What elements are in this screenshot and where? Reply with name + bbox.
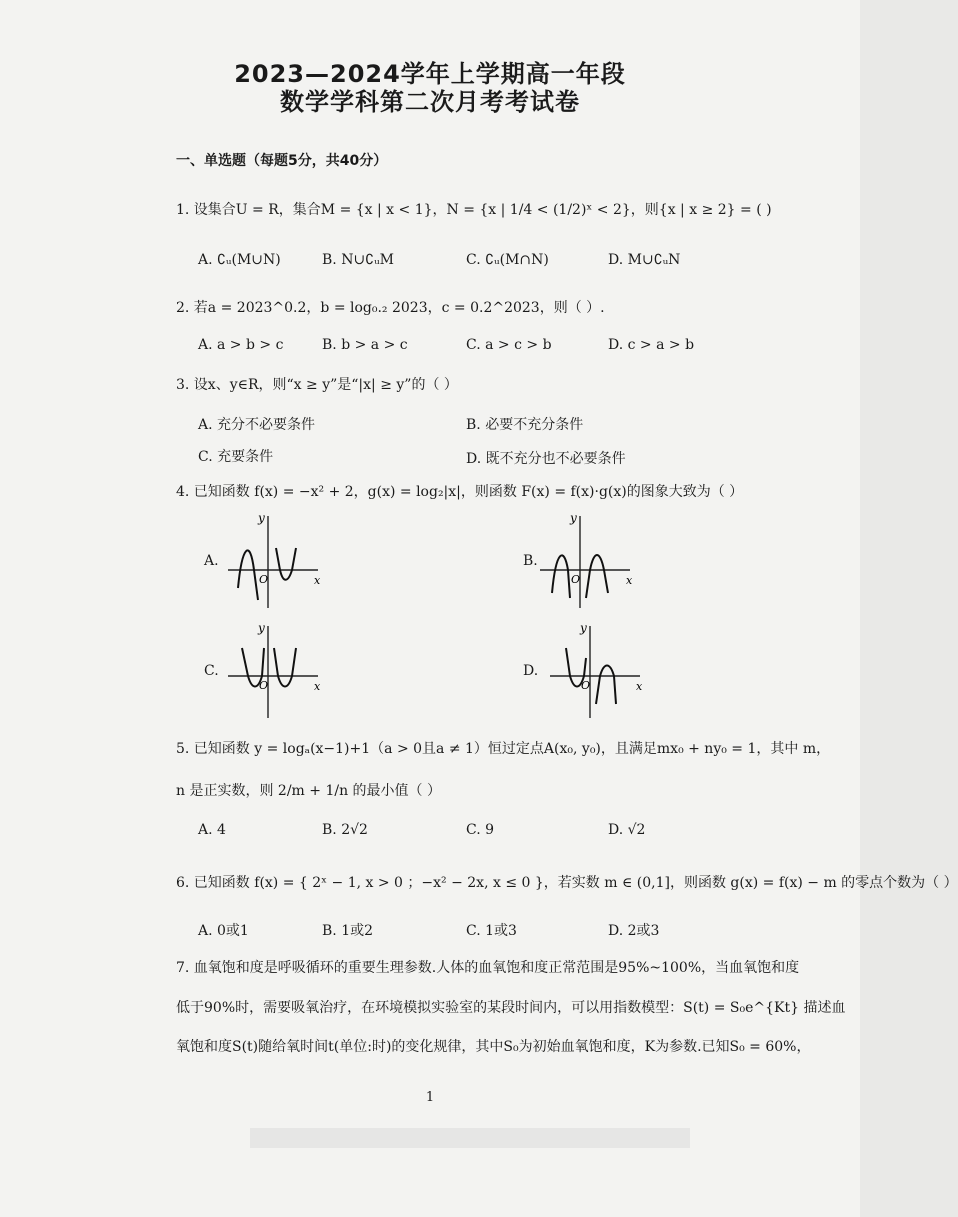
q4a-origin-label: O (259, 573, 269, 586)
question-3-stem: 3. 设x、y∈R，则“x ≥ y”是“|x| ≥ y”的（ ） (176, 377, 458, 393)
question-2-stem: 2. 若a = 2023^0.2，b = log₀.₂ 2023，c = 0.2^2023，则（ ）. (176, 300, 605, 316)
q4c-x-label: x (314, 680, 321, 693)
question-6-stem: 6. 已知函数 f(x) = { 2ˣ − 1, x > 0 ；−x² − 2x, x ≤ 0 }，若实数 m ∈ (0,1]，则函数 g(x) = f(x) − m 的零点个数为（ ） (176, 875, 958, 891)
question-4-stem: 4. 已知函数 f(x) = −x² + 2，g(x) = log₂|x|，则函数 F(x) = f(x)·g(x)的图象大致为（ ） (176, 484, 744, 500)
q4c-y-label: y (258, 621, 265, 635)
exam-title-line1: 2023—2024学年上学期高一年段 (234, 60, 626, 88)
q1-option-c: C. ∁ᵤ(M∩N) (466, 252, 549, 268)
question-1-stem: 1. 设集合U = R，集合M = {x | x < 1}，N = {x | 1/4 < (1/2)ˣ < 2}，则{x | x ≥ 2} = ( ) (176, 202, 772, 218)
q4-option-b-label: B. (523, 553, 538, 569)
q4b-origin-label: O (571, 573, 581, 586)
q4b-y-label: y (570, 511, 577, 525)
q2-option-c: C. a > c > b (466, 337, 552, 353)
q5-option-d: D. √2 (608, 822, 646, 838)
q1-option-d: D. M∪∁ᵤN (608, 252, 681, 268)
question-5-stem-line1: 5. 已知函数 y = logₐ(x−1)+1（a > 0且a ≠ 1）恒过定点A(x₀, y₀)，且满足mx₀ + ny₀ = 1，其中 m， (176, 741, 831, 757)
question-7-line1: 7. 血氧饱和度是呼吸循环的重要生理参数.人体的血氧饱和度正常范围是95%~100%，当血氧饱和度 (176, 960, 800, 976)
q3-option-c: C. 充要条件 (198, 449, 274, 465)
exam-title-line2: 数学学科第二次月考考试卷 (280, 88, 580, 116)
q5-option-b: B. 2√2 (322, 822, 368, 838)
question-5-stem-line2: n 是正实数，则 2/m + 1/n 的最小值（ ） (176, 783, 441, 799)
q3-option-b: B. 必要不充分条件 (466, 417, 584, 433)
q2-option-b: B. b > a > c (322, 337, 408, 353)
q1-option-b: B. N∪∁ᵤM (322, 252, 394, 268)
q4b-x-label: x (626, 574, 633, 587)
q4d-x-label: x (636, 680, 643, 693)
question-7-line2: 低于90%时，需要吸氧治疗，在环境模拟实验室的某段时间内，可以用指数模型：S(t) = S₀e^{Kt} 描述血 (176, 1000, 846, 1016)
q3-option-a: A. 充分不必要条件 (198, 417, 316, 433)
q4d-y-label: y (580, 621, 587, 635)
scan-shadow (250, 1128, 690, 1148)
q6-option-d: D. 2或3 (608, 923, 660, 939)
q6-option-c: C. 1或3 (466, 923, 517, 939)
q6-option-b: B. 1或2 (322, 923, 374, 939)
q4-graph-d (550, 618, 650, 718)
q4-option-d-label: D. (523, 663, 539, 679)
page-number: 1 (425, 1090, 435, 1105)
q4-graph-a (228, 508, 328, 608)
q2-option-d: D. c > a > b (608, 337, 695, 353)
section-heading: 一、单选题（每题5分，共40分） (176, 153, 388, 169)
q1-option-a: A. ∁ᵤ(M∪N) (198, 252, 281, 268)
q4a-y-label: y (258, 511, 265, 525)
q2-option-a: A. a > b > c (198, 337, 284, 353)
question-7-line3: 氧饱和度S(t)随给氧时间t(单位:时)的变化规律，其中S₀为初始血氧饱和度，K为参数.已知S₀ = 60%， (176, 1039, 811, 1055)
q4-graph-c (228, 618, 328, 718)
q5-option-a: A. 4 (198, 822, 226, 838)
q4-option-c-label: C. (204, 663, 219, 679)
q4-graph-b (540, 508, 640, 608)
q4-option-a-label: A. (204, 553, 219, 569)
q4d-origin-label: O (581, 679, 591, 692)
q4a-x-label: x (314, 574, 321, 587)
q5-option-c: C. 9 (466, 822, 495, 838)
q3-option-d: D. 既不充分也不必要条件 (466, 451, 626, 467)
q4c-origin-label: O (259, 679, 269, 692)
q6-option-a: A. 0或1 (198, 923, 249, 939)
